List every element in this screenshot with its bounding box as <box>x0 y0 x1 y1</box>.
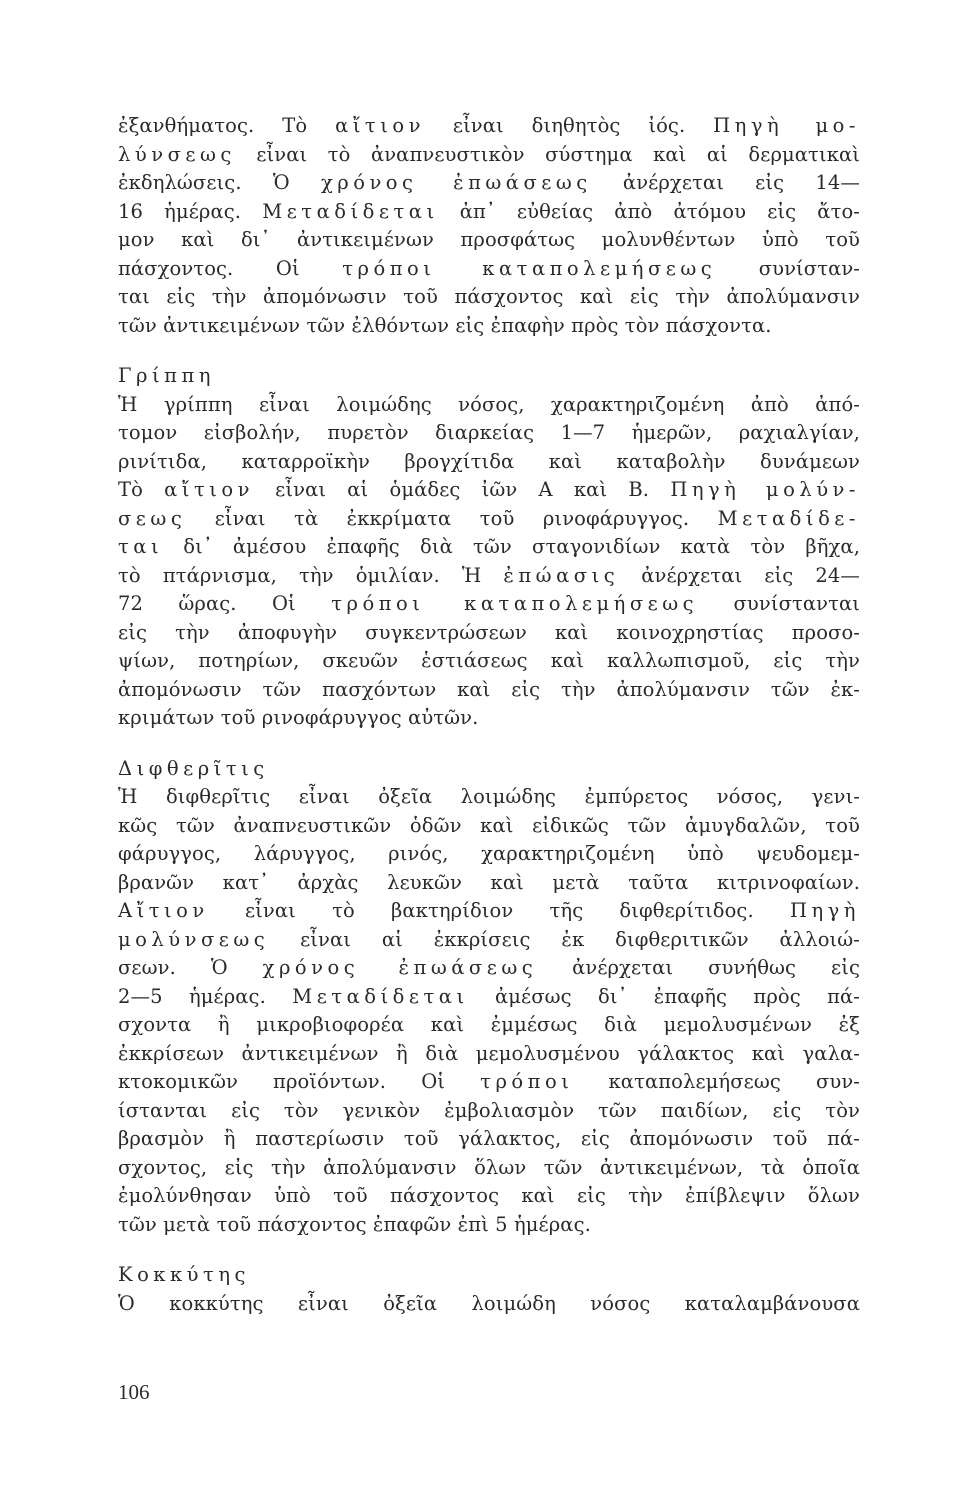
text-line: εἰς τὴν ἀποφυγὴν συγκεντρώσεων καὶ κοινοχρηστίας προσο- <box>118 620 860 644</box>
text-line: μον καὶ δι᾽ ἀντικειμένων προσφάτως μολυνθέντων ὑπὸ τοῦ <box>118 228 860 251</box>
text-line: ται εἰς τὴν ἀπομόνωσιν τοῦ πάσχοντος καὶ εἰς τὴν ἀπολύμανσιν <box>118 285 860 308</box>
section-text <box>118 1290 860 1319</box>
text-line: φάρυγγος, λάρυγγος, ρινός, χαρακτηριζομένη ὑπὸ ψευδομεμ- <box>118 842 860 865</box>
text-line: βρανῶν κατ᾽ ἀρχὰς λευκῶν καὶ μετὰ ταῦτα κιτρινοφαίων. <box>118 870 860 894</box>
text-line: τὸ πτάρνισμα, τὴν ὁμιλίαν. Ἡ ἐπώασις ἀνέρχεται εἰς 24— <box>118 563 860 587</box>
text-line: Ὁ κοκκύτης εἶναι ὀξεῖα λοιμώδη νόσος καταλαμβάνουσα <box>118 1291 860 1315</box>
text-line: λύνσεως εἶναι τὸ ἀναπνευστικὸν σύστημα καὶ αἱ δερματικαὶ <box>118 142 860 166</box>
page-body <box>118 112 860 1318</box>
text-line: τῶν ἀντικειμένων τῶν ἐλθόντων εἰς ἐπαφὴν πρὸς τὸν πάσχοντα. <box>118 313 772 337</box>
text-line: κτοκομικῶν προϊόντων. Οἱ τρόποι καταπολεμήσεως συν- <box>118 1070 860 1093</box>
text-line: σχοντα ἢ μικροβιοφορέα καὶ ἐμμέσως διὰ μεμολυσμένων ἐξ <box>118 1013 860 1036</box>
section-kokkytis <box>118 1261 860 1318</box>
text-line: 2—5 ἡμέρας. Μεταδίδεται ἀμέσως δι᾽ ἐπαφῆς πρὸς πά- <box>118 984 860 1008</box>
text-line: σεων. Ὁ χρόνος ἐπωάσεως ἀνέρχεται συνήθως εἰς <box>118 956 860 979</box>
text-line: κριμάτων τοῦ ρινοφάρυγγος αὐτῶν. <box>118 706 479 729</box>
text-line: τῶν μετὰ τοῦ πάσχοντος ἐπαφῶν ἐπὶ 5 ἡμέρας. <box>118 1212 591 1236</box>
text-line: Ἡ γρίππη εἶναι λοιμώδης νόσος, χαρακτηριζομένη ἀπὸ ἀπό- <box>118 392 860 416</box>
text-line: σχοντος, εἰς τὴν ἀπολύμανσιν ὅλων τῶν ἀντικειμένων, τὰ ὁποῖα <box>118 1155 860 1179</box>
intro-paragraph <box>118 112 860 340</box>
section-gripi <box>118 362 860 733</box>
text-line: Τὸ αἴτιον εἶναι αἱ ὁμάδες ἰῶν Α καὶ Β. Πηγὴ μολύν- <box>118 478 860 501</box>
text-line: ται δι᾽ ἀμέσου ἐπαφῆς διὰ τῶν σταγονιδίων κατὰ τὸν βῆχα, <box>118 535 860 558</box>
text-line: βρασμὸν ἢ παστερίωσιν τοῦ γάλακτος, εἰς ἀπομόνωσιν τοῦ πά- <box>118 1127 860 1150</box>
page-number: 106 <box>118 1380 150 1404</box>
text-line: ίστανται εἰς τὸν γενικὸν ἐμβολιασμὸν τῶν παιδίων, εἰς τὸν <box>118 1098 860 1122</box>
text-line: Ἡ διφθερῖτις εἶναι ὀξεῖα λοιμώδης ἐμπύρετος νόσος, γενι- <box>118 785 860 808</box>
text-line: ρινίτιδα, καταρροϊκὴν βρογχίτιδα καὶ καταβολὴν δυνάμεων <box>118 449 860 473</box>
text-line: πάσχοντος. Οἱ τρόποι καταπολεμήσεως συνίσταν- <box>118 256 860 280</box>
text-line: ἐξανθήματος. Τὸ αἴτιον εἶναι διηθητὸς ἰός. Πηγὴ μο- <box>118 114 860 137</box>
text-line: ψίων, ποτηρίων, σκευῶν ἑστιάσεως καὶ καλλωπισμοῦ, εἰς τὴν <box>118 649 860 672</box>
section-heading: Κοκκύτης <box>118 1263 250 1286</box>
section-text <box>118 783 860 1239</box>
text-line: ἐμολύνθησαν ὑπὸ τοῦ πάσχοντος καὶ εἰς τὴν ἐπίβλεψιν ὅλων <box>118 1184 860 1207</box>
section-text <box>118 391 860 733</box>
text-line: ἐκδηλώσεις. Ὁ χρόνος ἐπωάσεως ἀνέρχεται εἰς 14— <box>118 171 860 194</box>
section-heading: Γρίππη <box>118 364 215 387</box>
text-line: Αἴτιον εἶναι τὸ βακτηρίδιον τῆς διφθερίτιδος. Πηγὴ <box>118 899 860 922</box>
text-line: 72 ὥρας. Οἱ τρόποι καταπολεμήσεως συνίστανται <box>118 592 860 615</box>
text-line: ἐκκρίσεων ἀντικειμένων ἢ διὰ μεμολυσμένου γάλακτος καὶ γαλα- <box>118 1041 860 1065</box>
text-line: μολύνσεως εἶναι αἱ ἐκκρίσεις ἐκ διφθεριτικῶν ἀλλοιώ- <box>118 927 860 951</box>
section-heading: Διφθερῖτις <box>118 756 269 780</box>
section-diphtheritis <box>118 755 860 1240</box>
text-line: τομον εἰσβολήν, πυρετὸν διαρκείας 1—7 ἡμερῶν, ραχιαλγίαν, <box>118 421 860 444</box>
text-line: 16 ἡμέρας. Μεταδίδεται ἀπ᾽ εὐθείας ἀπὸ ἀτόμου εἰς ἄτο- <box>118 199 860 223</box>
text-line: ἀπομόνωσιν τῶν πασχόντων καὶ εἰς τὴν ἀπολύμανσιν τῶν ἐκ- <box>118 677 860 701</box>
text-line: κῶς τῶν ἀναπνευστικῶν ὁδῶν καὶ εἰδικῶς τῶν ἀμυγδαλῶν, τοῦ <box>118 813 860 837</box>
text-line: σεως εἶναι τὰ ἐκκρίματα τοῦ ρινοφάρυγγος. Μεταδίδε- <box>118 506 860 530</box>
